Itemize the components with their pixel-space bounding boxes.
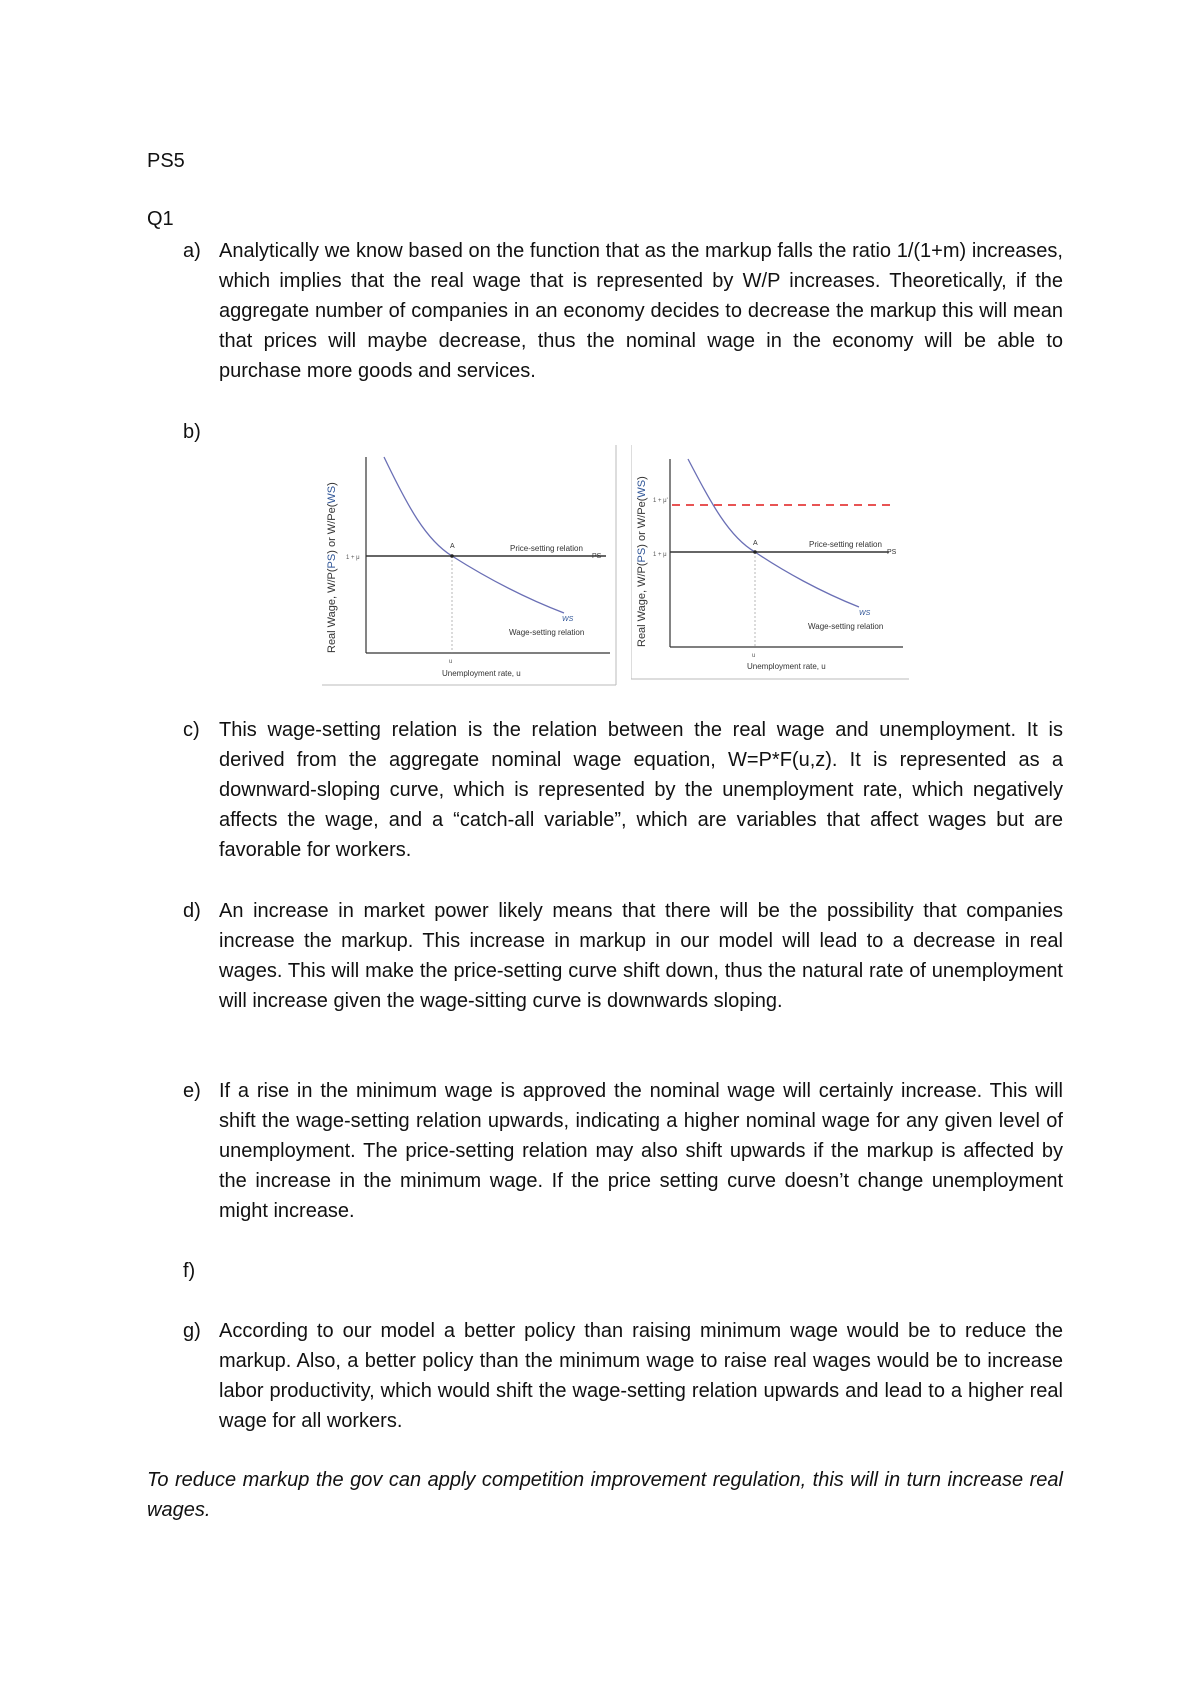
- ws-tag: WS: [562, 616, 574, 623]
- answer-label: b): [183, 421, 201, 443]
- ws-label: Wage-setting relation: [808, 622, 884, 631]
- document-title: PS5: [147, 150, 185, 172]
- point-label: A: [450, 543, 455, 550]
- right-labor-market-figure: [631, 445, 911, 687]
- ws-label: Wage-setting relation: [509, 628, 585, 637]
- answer-label: e): [183, 1080, 201, 1102]
- y-tick-label-high: 1 + μ': [653, 498, 668, 504]
- answer-text: If a rise in the minimum wage is approved the nominal wage will certainly increase. This will shift the wage-setting relation upwards, indicating a higher nominal wage for any given level of unemployment. The price-setting relation may also shift upwards if the markup is affected by the increase in the minimum wage. If the price setting curve doesn’t change unemployment might increase.: [219, 1080, 1063, 1222]
- answer-label: d): [183, 900, 201, 922]
- x-axis-label: Unemployment rate, u: [442, 669, 521, 678]
- ps-tag: PS: [592, 553, 602, 560]
- closing-note: To reduce markup the gov can apply competition improvement regulation, this will in turn increase real wages.: [147, 1469, 1063, 1521]
- answer-label: f): [183, 1260, 196, 1282]
- point-label: A: [753, 540, 758, 547]
- ps-tag: PS: [887, 549, 897, 556]
- equilibrium-point: [753, 550, 757, 554]
- answer-label: g): [183, 1320, 201, 1342]
- y-axis-label: Real Wage, W/P(PS) or W/Pe(WS): [326, 482, 338, 653]
- y-tick-label: 1 + μ: [653, 552, 667, 558]
- left-labor-market-figure: [322, 445, 618, 687]
- ps-label: Price-setting relation: [510, 544, 583, 553]
- x-tick-label: u: [449, 659, 453, 665]
- wage-setting-curve: [384, 457, 564, 613]
- answer-label: c): [183, 719, 200, 741]
- y-axis-label: Real Wage, W/P(PS) or W/Pe(WS): [636, 476, 648, 647]
- wage-setting-curve: [688, 459, 859, 607]
- answer-label: a): [183, 240, 201, 262]
- question-heading: Q1: [147, 208, 174, 230]
- x-tick-label: u: [752, 653, 756, 659]
- answer-text: An increase in market power likely means that there will be the possibility that companies increase the markup. This increase in markup in our model will lead to a decrease in real wages. This will make the price-setting curve shift down, thus the natural rate of unemployment will increase given the wage-sitting curve is downwards sloping.: [219, 900, 1063, 1012]
- answer-text: This wage-setting relation is the relation between the real wage and unemployment. It is derived from the aggregate nominal wage equation, W=P*F(u,z). It is represented as a downward-sloping curve, which is represented by the unemployment rate, which negatively affects the wage, and a “catch-all variable”, which are variables that affect wages but are favorable for workers.: [219, 719, 1063, 861]
- x-axis-label: Unemployment rate, u: [747, 662, 826, 671]
- ws-tag: WS: [859, 610, 871, 617]
- ps-label: Price-setting relation: [809, 540, 882, 549]
- equilibrium-point: [450, 554, 454, 558]
- y-tick-label: 1 + μ: [346, 555, 360, 561]
- answer-text: Analytically we know based on the function that as the markup falls the ratio 1/(1+m) increases, which implies that the real wage that is represented by W/P increases. Theoretically, if the aggregate number of companies in an economy decides to decrease the markup this will mean that prices will maybe decrease, thus the nominal wage in the economy will be able to purchase more goods and services.: [219, 240, 1063, 382]
- answer-text: According to our model a better policy than raising minimum wage would be to reduce the markup. Also, a better policy than the minimum wage to raise real wages would be to increase labor productivity, which would shift the wage-setting relation upwards and lead to a higher real wage for all workers.: [219, 1320, 1063, 1432]
